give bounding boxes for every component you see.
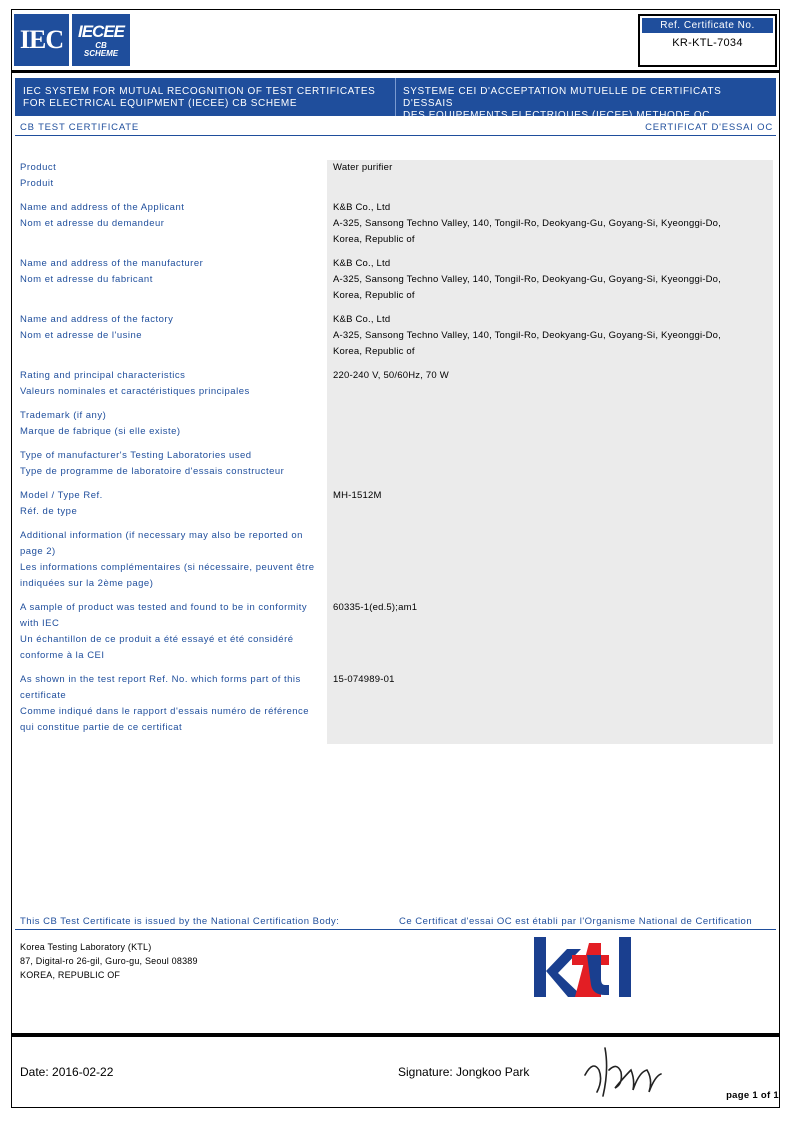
field-label-en: Name and address of the factory	[20, 314, 174, 325]
field-label	[20, 160, 315, 192]
field-label	[20, 600, 315, 664]
issuer-statement-en: This CB Test Certificate is issued by the National Certification Body:	[20, 916, 340, 927]
field-label-en: As shown in the test report Ref. No. which forms part of this certificate	[20, 674, 301, 701]
field-value	[333, 200, 773, 248]
title-underline	[15, 135, 776, 136]
issuer-address-line2: KOREA, REPUBLIC OF	[20, 970, 121, 980]
field-label-fr: Nom et adresse du demandeur	[20, 218, 165, 229]
field-value	[333, 312, 773, 360]
handwritten-signature	[575, 1040, 665, 1100]
signature-label: Signature: Jongkoo Park	[398, 1065, 530, 1079]
header-divider	[11, 70, 780, 73]
field-label-en: Model / Type Ref.	[20, 490, 103, 501]
field-label	[20, 408, 315, 440]
field-value	[333, 488, 773, 504]
field-label	[20, 200, 315, 232]
field-label-en: Name and address of the Applicant	[20, 202, 185, 213]
field-label	[20, 672, 315, 736]
field-value-line: Korea, Republic of	[333, 234, 415, 245]
field-value-line: A-325, Sansong Techno Valley, 140, Tongil-Ro, Deokyang-Gu, Goyang-Si, Kyeonggi-Do,	[333, 330, 721, 341]
certificate-title-en: CB TEST CERTIFICATE	[20, 122, 140, 133]
issuer-statement-fr: Ce Certificat d'essai OC est établi par l'Organisme National de Certification	[399, 916, 753, 927]
field-label-en: Name and address of the manufacturer	[20, 258, 204, 269]
cb-logo-text: CB	[95, 40, 107, 50]
field-label-en: Additional information (if necessary may also be reported on page 2)	[20, 530, 303, 557]
field-label-en: Trademark (if any)	[20, 410, 107, 421]
field-value-line: Water purifier	[333, 162, 393, 173]
field-value-line: A-325, Sansong Techno Valley, 140, Tongil-Ro, Deokyang-Gu, Goyang-Si, Kyeonggi-Do,	[333, 218, 721, 229]
field-label-en: A sample of product was tested and found to be in conformity with IEC	[20, 602, 308, 629]
ref-certificate-box	[638, 14, 777, 67]
field-label-en: Product	[20, 162, 57, 173]
field-value-line: Korea, Republic of	[333, 346, 415, 357]
field-label-fr: Marque de fabrique (si elle existe)	[20, 426, 181, 437]
scheme-title-fr	[403, 86, 773, 122]
scheme-title-fr-line1: SYSTEME CEI D'ACCEPTATION MUTUELLE DE CERTIFICATS D'ESSAIS	[403, 86, 722, 109]
field-label-fr: Nom et adresse de l'usine	[20, 330, 143, 341]
field-value-line: A-325, Sansong Techno Valley, 140, Tongil-Ro, Deokyang-Gu, Goyang-Si, Kyeonggi-Do,	[333, 274, 721, 285]
field-value-line: K&B Co., Ltd	[333, 314, 391, 325]
field-label-fr: Comme indiqué dans le rapport d'essais numéro de référence qui constitue partie de ce certificat	[20, 706, 310, 733]
field-label-fr: Un échantillon de ce produit a été essayé et été considéré conforme à la CEI	[20, 634, 294, 661]
footer-divider	[11, 1033, 780, 1037]
field-label-en: Rating and principal characteristics	[20, 370, 186, 381]
ref-certificate-number: KR-KTL-7034	[672, 37, 743, 49]
field-label-fr: Produit	[20, 178, 54, 189]
field-value	[333, 368, 773, 384]
scheme-title-en-line1: IEC SYSTEM FOR MUTUAL RECOGNITION OF TEST CERTIFICATES	[23, 86, 376, 97]
field-label	[20, 256, 315, 288]
iec-logo: IEC	[14, 14, 69, 66]
issuer-address-block	[20, 940, 198, 982]
field-label-fr: Réf. de type	[20, 506, 78, 517]
scheme-logo-text: SCHEME	[83, 48, 119, 58]
field-value-line: K&B Co., Ltd	[333, 258, 391, 269]
field-value	[333, 672, 773, 688]
certificate-title-fr: CERTIFICAT D'ESSAI OC	[645, 122, 773, 133]
field-label-fr: Nom et adresse du fabricant	[20, 274, 153, 285]
field-label	[20, 312, 315, 344]
field-value-line: Korea, Republic of	[333, 290, 415, 301]
field-value	[333, 160, 773, 176]
field-label	[20, 488, 315, 520]
scheme-title-band	[15, 78, 776, 121]
band-separator	[395, 78, 396, 116]
scheme-title-en-line2: FOR ELECTRICAL EQUIPMENT (IECEE) CB SCHEME	[23, 98, 298, 109]
field-label	[20, 448, 315, 480]
ref-certificate-label: Ref. Certificate No.	[642, 18, 773, 33]
field-value	[333, 600, 773, 616]
field-value-line: 220-240 V, 50/60Hz, 70 W	[333, 370, 449, 381]
issuer-divider	[15, 929, 776, 930]
field-value-line: 60335-1(ed.5);am1	[333, 602, 418, 613]
iecee-logo-text: IECEE	[77, 21, 125, 41]
field-label-fr: Type de programme de laboratoire d'essais constructeur	[20, 466, 285, 477]
field-value-line: MH-1512M	[333, 490, 382, 501]
iec-iecee-logo	[14, 14, 130, 68]
issuer-address-line1: 87, Digital-ro 26-gil, Guro-gu, Seoul 08389	[20, 956, 198, 966]
issuer-name: Korea Testing Laboratory (KTL)	[20, 942, 152, 952]
scheme-title-fr-line2: DES EQUIPEMENTS ELECTRIQUES (IECEE) METHODE OC	[403, 110, 711, 121]
page-number: page 1 of 1	[726, 1090, 779, 1101]
iecee-cb-scheme-logo	[72, 14, 130, 66]
ktl-logo	[531, 935, 641, 999]
field-value-line: K&B Co., Ltd	[333, 202, 391, 213]
field-value	[333, 256, 773, 304]
field-label	[20, 368, 315, 400]
issue-date: Date: 2016-02-22	[20, 1065, 114, 1079]
field-label-fr: Valeurs nominales et caractéristiques principales	[20, 386, 250, 397]
field-label-fr: Les informations complémentaires (si nécessaire, peuvent être indiquées sur la 2ème page)	[20, 562, 315, 589]
scheme-title-en	[23, 86, 393, 110]
field-value-line: 15-074989-01	[333, 674, 395, 685]
field-label-en: Type of manufacturer's Testing Laboratories used	[20, 450, 252, 461]
field-label	[20, 528, 315, 592]
